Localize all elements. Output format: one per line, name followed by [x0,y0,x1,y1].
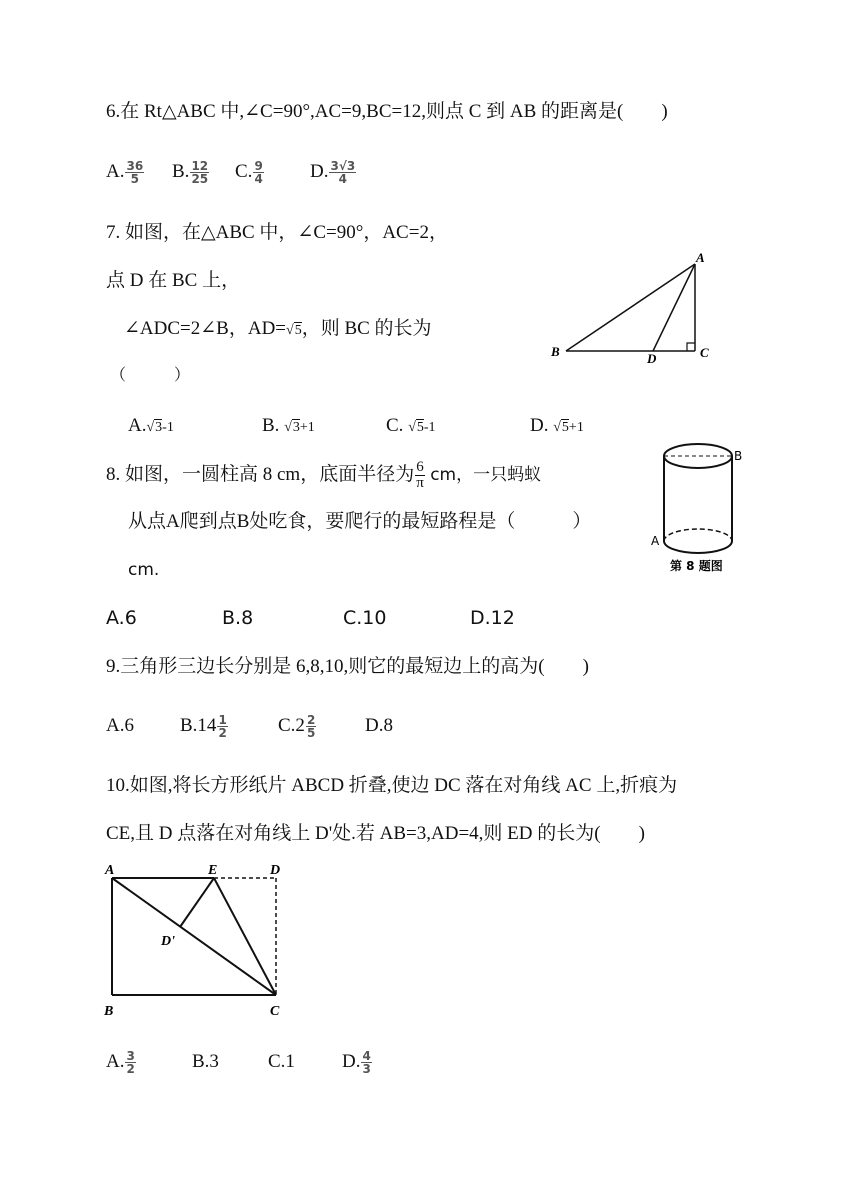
q8-radius-fraction: $\frac{6}{\pi}$ [416,459,424,491]
q9-option-a[interactable]: A.6 [106,715,134,736]
q9-option-b[interactable]: B.14 $\frac{1}{2}$ [180,713,227,741]
q7-segment-ad [653,264,695,351]
q7-option-c[interactable]: C. √5-1 [386,415,436,436]
q8-line-1: 8. 如图，一圆柱高 8 cm，底面半径为 $\frac{6}{\pi}$ cm，一只蚂蚁 [106,459,542,491]
q6-option-c[interactable] [235,160,264,185]
q10-label-c: C [270,1004,280,1019]
q10-option-a[interactable]: A. $\frac{3}{2}$ [106,1049,135,1077]
q7-side-ab [566,264,695,351]
q9-option-d[interactable]: D.8 [365,715,393,736]
q10-crease-ec [214,878,276,995]
q10-line-2: CE,且 D 点落在对角线上 D'处.若 AB=3,AD=4,则 ED 的长为( ) [106,823,645,844]
q8-label-b: B [734,449,743,463]
q10-label-dp: D' [161,934,175,949]
q7-option-a[interactable]: A.√3-1 [128,415,174,436]
q7-label-d: D [647,351,657,365]
q6-option-c-fraction: $\frac{9}{4}$ [254,159,263,187]
q10-line-1: 10.如图,将长方形纸片 ABCD 折叠,使边 DC 落在对角线 AC 上,折痕为 [106,775,678,796]
q6-option-a-fraction: $\frac{36}{5}$ [126,159,144,187]
q6-option-d-label: D. [310,161,329,182]
q7-figure [545,250,720,365]
q7-line-3: ∠ADC=2∠B，AD=√5，则 BC 的长为 [124,318,432,339]
q8-caption: 第 8 题图 [670,559,723,573]
q6-option-b[interactable] [172,160,209,185]
q10-figure [100,856,300,1026]
q10-option-b[interactable]: B.3 [192,1051,219,1072]
q10-option-c[interactable]: C.1 [268,1051,295,1072]
q6-option-d[interactable] [310,160,356,185]
q8-option-b[interactable]: B.8 [222,607,254,629]
q10-diagonal-ac [112,878,276,995]
q8-figure [648,438,758,578]
q6-stem: 6.在 Rt△ABC 中,∠C=90°,AC=9,BC=12,则点 C 到 AB 的距离是( ) [106,101,668,122]
q10-label-a: A [105,863,115,878]
q7-label-b: B [551,344,560,359]
q10-label-e: E [208,863,218,878]
q6-option-a-label: A. [106,161,125,182]
q6-option-a[interactable] [106,160,144,185]
q6-option-c-label: C. [235,161,253,182]
q7-blank: （ ） [110,367,191,384]
q7-option-d[interactable]: D. √5+1 [530,415,584,436]
q7-label-a: A [696,250,705,265]
q10-option-d[interactable]: D. $\frac{4}{3}$ [342,1049,371,1077]
q7-radicand: 5 [294,323,302,338]
q8-bottom-front [664,541,732,553]
q8-option-d[interactable]: D.12 [470,607,515,629]
q10-label-d: D [270,863,281,878]
q8-label-a: A [651,534,660,548]
q6-option-b-fraction: $\frac{12}{25}$ [191,159,209,187]
q10-label-b: B [104,1004,114,1019]
q7-label-c: C [700,345,709,360]
q9-stem: 9.三角形三边长分别是 6,8,10,则它的最短边上的高为( ) [106,656,589,677]
q9-option-c[interactable]: C.2 $\frac{2}{5}$ [278,713,316,741]
q8-bottom-back [664,529,732,541]
q7-option-b[interactable]: B. √3+1 [262,415,315,436]
q8-option-a[interactable]: A.6 [106,607,137,629]
q8-line-2: 从点A爬到点B处吃食，要爬行的最短路程是（ ） [128,511,592,532]
q8-option-c[interactable]: C.10 [343,607,387,629]
q7-line-2: 点 D 在 BC 上， [106,270,241,291]
q7-right-angle-mark [687,343,695,351]
q10-segment-edp [180,878,214,927]
q7-line-1: 7. 如图，在△ABC 中，∠C=90°，AC=2， [106,222,448,243]
q6-option-b-label: B. [172,161,190,182]
q8-line-3: cm. [128,560,160,580]
q6-option-d-fraction: $\frac{3√3}{4}$ [330,159,356,187]
